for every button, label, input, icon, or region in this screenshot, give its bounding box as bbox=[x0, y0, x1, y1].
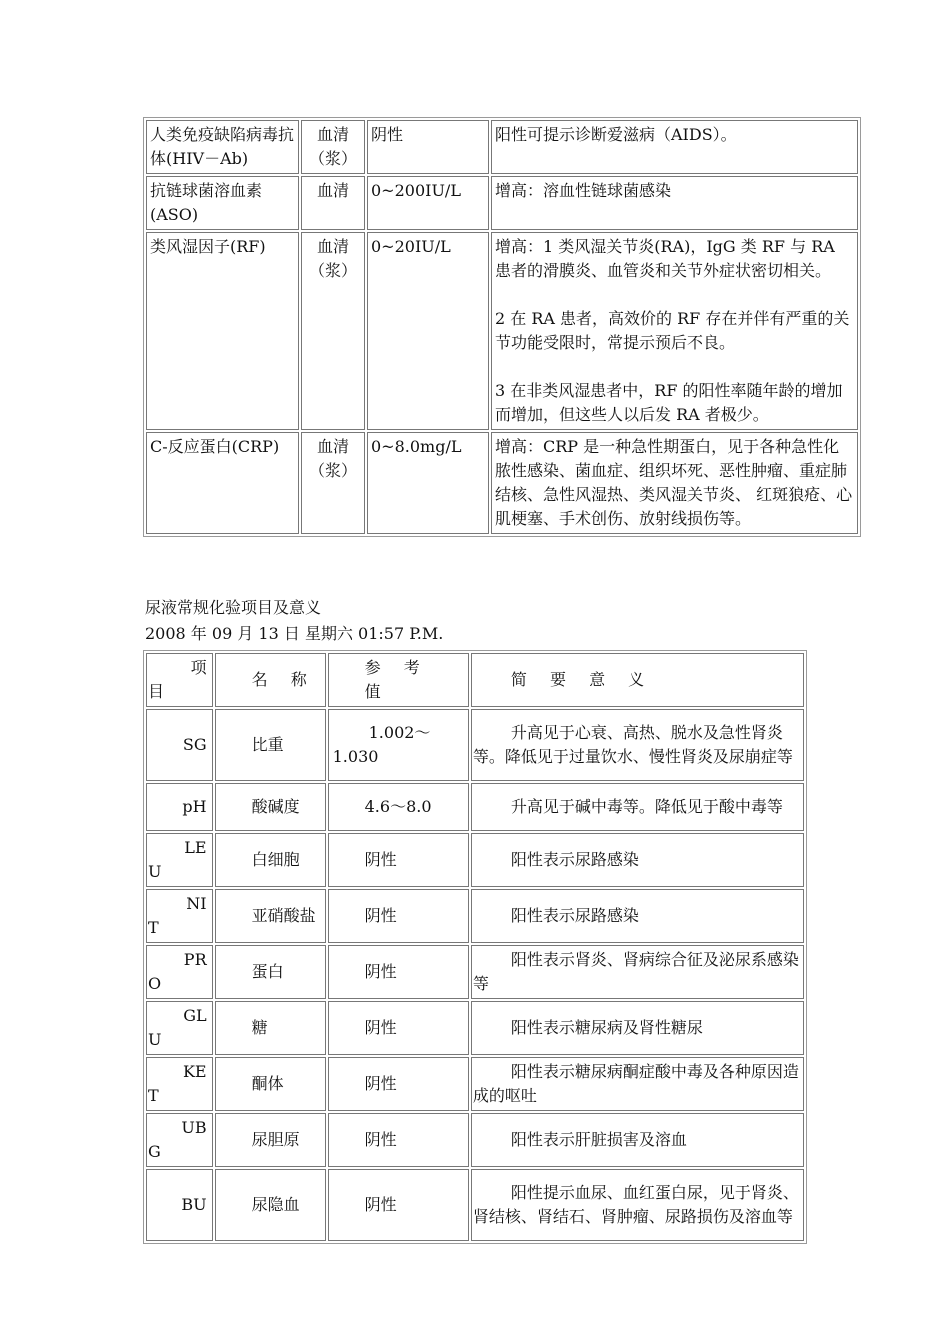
specimen-cell: 血清 bbox=[301, 176, 365, 230]
reference-cell: 阴性 bbox=[328, 945, 469, 999]
meaning-paragraph: 增高：溶血性链球菌感染 bbox=[495, 181, 672, 200]
meaning-cell: 阳性表示肝脏损害及溶血 bbox=[471, 1113, 804, 1167]
table-row bbox=[146, 432, 858, 534]
meaning-paragraph: 增高：CRP 是一种急性期蛋白，见于各种急性化脓性感染、菌血症、组织坏死、恶性肿瘤、重症肺结核、急性风湿热、类风湿关节炎、 红斑狼疮、心肌梗塞、手术创伤、放射线损伤等。 bbox=[495, 437, 853, 528]
code-rest: 目 bbox=[148, 682, 165, 701]
reference-cell: 阴性 bbox=[328, 833, 469, 887]
reference-cell: 阴性 bbox=[328, 1169, 469, 1241]
meaning-cell: 阳性表示糖尿病及肾性糖尿 bbox=[471, 1001, 804, 1055]
header-code bbox=[146, 653, 213, 707]
table-row bbox=[146, 1169, 804, 1241]
item-cell: C-反应蛋白(CRP) bbox=[146, 432, 299, 534]
meaning-cell bbox=[491, 232, 858, 430]
code-first: GL bbox=[183, 1006, 207, 1025]
code-rest: G bbox=[148, 1142, 161, 1161]
table-row bbox=[146, 176, 858, 230]
item-cell: 抗链球菌溶血素(ASO) bbox=[146, 176, 299, 230]
name-cell: 尿隐血 bbox=[215, 1169, 326, 1241]
meaning-paragraph: 2 在 RA 患者，高效价的 RF 存在并伴有严重的关节功能受限时，常提示预后不良。 bbox=[495, 309, 850, 352]
meaning-cell: 阳性表示尿路感染 bbox=[471, 833, 804, 887]
table-row bbox=[146, 120, 858, 174]
meaning-cell: 升高见于碱中毒等。降低见于酸中毒等 bbox=[471, 783, 804, 831]
meaning-cell bbox=[491, 176, 858, 230]
code-rest: U bbox=[148, 862, 162, 881]
meaning-cell: 升高见于心衰、高热、脱水及急性肾炎等。降低见于过量饮水、慢性肾炎及尿崩症等 bbox=[471, 709, 804, 781]
table-row bbox=[146, 1001, 804, 1055]
table-row bbox=[146, 232, 858, 430]
meaning-cell bbox=[491, 120, 858, 174]
code-cell bbox=[146, 1113, 213, 1167]
name-cell: 尿胆原 bbox=[215, 1113, 326, 1167]
meaning-cell: 阳性提示血尿、血红蛋白尿，见于肾炎、肾结核、肾结石、肾肿瘤、尿路损伤及溶血等 bbox=[471, 1169, 804, 1241]
code-cell bbox=[146, 783, 213, 831]
specimen-cell: 血清（浆） bbox=[301, 120, 365, 174]
meaning-cell: 阳性表示尿路感染 bbox=[471, 889, 804, 943]
urinalysis-table bbox=[143, 650, 807, 1244]
name-cell: 酮体 bbox=[215, 1057, 326, 1111]
code-cell bbox=[146, 1001, 213, 1055]
code-first: pH bbox=[182, 797, 207, 816]
reference-cell: 4.6～8.0 bbox=[328, 783, 469, 831]
item-cell: 人类免疫缺陷病毒抗体(HIV－Ab) bbox=[146, 120, 299, 174]
code-rest: T bbox=[148, 1086, 159, 1105]
code-first: UB bbox=[181, 1118, 207, 1137]
meaning-cell: 阳性表示糖尿病酮症酸中毒及各种原因造成的呕吐 bbox=[471, 1057, 804, 1111]
name-cell: 蛋白 bbox=[215, 945, 326, 999]
code-cell bbox=[146, 889, 213, 943]
specimen-cell: 血清（浆） bbox=[301, 232, 365, 430]
specimen-cell: 血清（浆） bbox=[301, 432, 365, 534]
reference-cell: 阴性 bbox=[328, 1001, 469, 1055]
table-row bbox=[146, 833, 804, 887]
code-first: BU bbox=[181, 1195, 207, 1214]
code-first: KE bbox=[182, 1062, 207, 1081]
code-cell bbox=[146, 1057, 213, 1111]
reference-cell: 阴性 bbox=[328, 1113, 469, 1167]
reference-cell: 0~200IU/L bbox=[367, 176, 489, 230]
meaning-paragraph: 增高：1 类风湿关节炎(RA)，IgG 类 RF 与 RA 患者的滑膜炎、血管炎和关节外症状密切相关。 bbox=[495, 237, 835, 280]
date-line: 2008 年 09 月 13 日 星期六 01:57 P.M. bbox=[145, 624, 444, 643]
name-cell: 亚硝酸盐 bbox=[215, 889, 326, 943]
code-rest: O bbox=[148, 974, 162, 993]
code-first: PR bbox=[183, 950, 207, 969]
code-rest: U bbox=[148, 1030, 162, 1049]
reference-cell: 阴性 bbox=[367, 120, 489, 174]
code-first: LE bbox=[184, 838, 207, 857]
header-name: 名 称 bbox=[215, 653, 326, 707]
meaning-paragraph: 3 在非类风湿患者中，RF 的阳性率随年龄的增加而增加，但这些人以后发 RA 者极少。 bbox=[495, 381, 843, 424]
reference-cell: 0~8.0mg/L bbox=[367, 432, 489, 534]
reference-cell: 0~20IU/L bbox=[367, 232, 489, 430]
meaning-cell: 阳性表示肾炎、肾病综合征及泌尿系感染等 bbox=[471, 945, 804, 999]
name-cell: 酸碱度 bbox=[215, 783, 326, 831]
table-row bbox=[146, 889, 804, 943]
code-first: NI bbox=[186, 894, 207, 913]
header-reference: 参 考 值 bbox=[328, 653, 469, 707]
code-first: SG bbox=[182, 735, 207, 754]
header-meaning: 简 要 意 义 bbox=[471, 653, 804, 707]
code-cell bbox=[146, 945, 213, 999]
table-row bbox=[146, 1057, 804, 1111]
meaning-paragraph: 阳性可提示诊断爱滋病（AIDS）。 bbox=[495, 125, 737, 144]
reference-cell: 阴性 bbox=[328, 889, 469, 943]
table-row bbox=[146, 1113, 804, 1167]
name-cell: 糖 bbox=[215, 1001, 326, 1055]
table-row bbox=[146, 783, 804, 831]
table-row bbox=[146, 945, 804, 999]
table-row bbox=[146, 709, 804, 781]
meaning-cell bbox=[491, 432, 858, 534]
code-rest: T bbox=[148, 918, 159, 937]
reference-cell: 1.002～1.030 bbox=[328, 709, 469, 781]
code-first: 项 bbox=[190, 658, 207, 677]
name-cell: 白细胞 bbox=[215, 833, 326, 887]
item-cell: 类风湿因子(RF) bbox=[146, 232, 299, 430]
table-header-row bbox=[146, 653, 804, 707]
reference-cell: 阴性 bbox=[328, 1057, 469, 1111]
section-title: 尿液常规化验项目及意义 bbox=[145, 598, 322, 617]
code-cell bbox=[146, 709, 213, 781]
name-cell: 比重 bbox=[215, 709, 326, 781]
code-cell bbox=[146, 1169, 213, 1241]
code-cell bbox=[146, 833, 213, 887]
serology-table bbox=[143, 117, 861, 537]
